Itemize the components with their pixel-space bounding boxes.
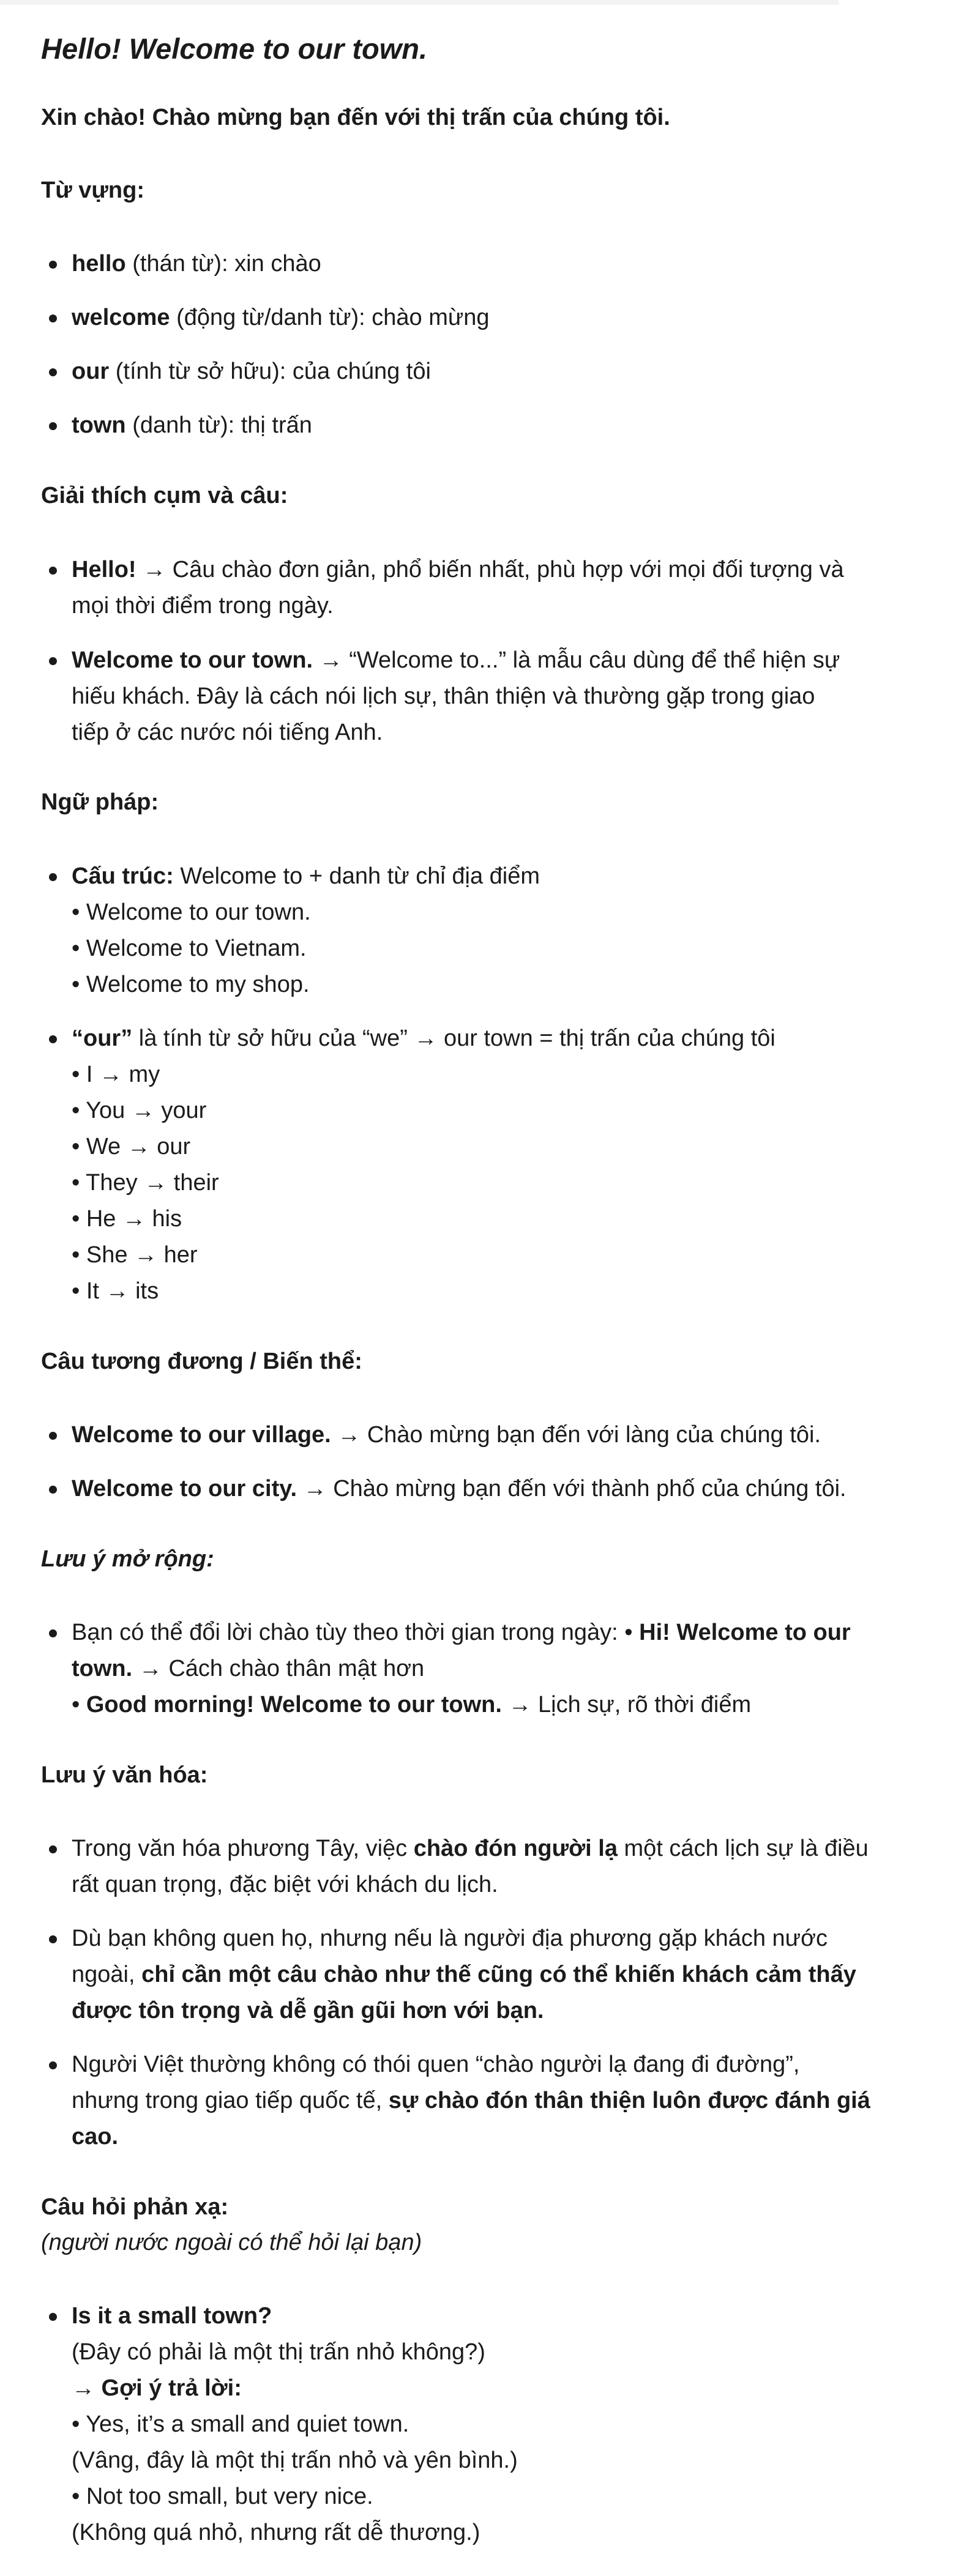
bullet-dot	[49, 1486, 57, 1494]
reflex-hint	[72, 2370, 925, 2407]
grammar-term: “our”	[72, 1026, 133, 1051]
possessive-item: • We → our	[72, 1134, 191, 1160]
reflex-question-vi: (Đây có phải là một thị trấn nhỏ không?)	[72, 2339, 485, 2365]
reflex-answer: (Không quá nhỏ, nhưng rất dễ thương.)	[72, 2520, 480, 2545]
reflex-item	[41, 2298, 925, 2334]
equivalent-term: Welcome to our village.	[72, 1422, 331, 1448]
extended-line	[72, 1687, 925, 1723]
bullet-dot	[49, 873, 57, 881]
culture-item	[41, 1831, 925, 1867]
bullet-dot	[49, 261, 57, 269]
explain-term: Welcome to our town.	[72, 647, 313, 673]
vocab-item	[41, 300, 925, 336]
bullet-dot	[49, 1845, 57, 1853]
extended-text: Bạn có thể đổi lời chào tùy theo thời gian trong ngày: •	[72, 1620, 640, 1645]
grammar-heading: Ngữ pháp:	[41, 789, 159, 815]
translation-line: Xin chào! Chào mừng bạn đến với thị trấn của chúng tôi.	[41, 105, 670, 130]
culture-text: Dù bạn không quen họ, nhưng nếu là người địa phương gặp khách nước	[72, 1926, 828, 1951]
reflex-hint-label: → Gợi ý trả lời:	[72, 2375, 242, 2401]
bullet-dot	[49, 657, 57, 665]
vocab-term: our	[72, 359, 110, 384]
culture-text: ngoài,	[72, 1962, 142, 1987]
culture-line	[72, 1957, 925, 1993]
possessive-item: • They → their	[72, 1170, 219, 1196]
explain-text: → Câu chào đơn giản, phổ biến nhất, phù hợp với mọi đối tượng và	[136, 557, 844, 583]
culture-emphasis: chào đón người lạ	[413, 1836, 618, 1861]
bullet-dot	[49, 368, 57, 376]
equivalents-heading: Câu tương đương / Biến thể:	[41, 1349, 362, 1374]
grammar-example: • Welcome to our town.	[72, 899, 311, 925]
vocab-item	[41, 408, 925, 444]
reflex-answer: • Not too small, but very nice.	[72, 2484, 373, 2509]
equivalent-item	[41, 1417, 925, 1453]
extended-term: Hi! Welcome to our	[639, 1620, 851, 1645]
culture-item	[41, 2047, 925, 2083]
bullet-dot	[49, 1935, 57, 1943]
bullet-dot	[49, 567, 57, 575]
bullet-dot	[49, 2313, 57, 2321]
reflex-answer: (Vâng, đây là một thị trấn nhỏ và yên bình.)	[72, 2448, 518, 2473]
extended-term: Good morning! Welcome to our town.	[86, 1692, 502, 1718]
equivalent-term: Welcome to our city.	[72, 1476, 297, 1502]
explain-item	[41, 642, 925, 679]
extended-term: town.	[72, 1656, 133, 1681]
grammar-text: Welcome to + danh từ chỉ địa điểm	[173, 863, 540, 889]
possessive-item: • You → your	[72, 1098, 207, 1123]
explain-text: → “Welcome to...” là mẫu câu dùng để thể hiện sự	[313, 647, 840, 673]
grammar-item	[41, 858, 925, 895]
extended-item	[41, 1615, 925, 1651]
explain-item	[41, 552, 925, 588]
culture-item	[41, 1921, 925, 1957]
reflex-heading: Câu hỏi phản xạ:	[41, 2194, 229, 2220]
bullet-dot	[49, 315, 57, 322]
equivalent-desc: → Chào mừng bạn đến với thành phố của chúng tôi.	[297, 1476, 846, 1502]
vocab-term: town	[72, 412, 126, 438]
culture-emphasis: chỉ cần một câu chào như thế cũng có thể khiến khách cảm thấy	[141, 1962, 856, 1987]
culture-emphasis: sự chào đón thân thiện luôn được đánh giá	[388, 2088, 870, 2113]
culture-text: Trong văn hóa phương Tây, việc	[72, 1836, 414, 1861]
vocab-term: welcome	[72, 305, 170, 330]
culture-heading: Lưu ý văn hóa:	[41, 1762, 208, 1788]
equivalent-item	[41, 1471, 925, 1507]
extended-line	[72, 1651, 925, 1687]
grammar-example: • Welcome to my shop.	[72, 972, 310, 997]
top-strip	[0, 0, 839, 5]
equivalent-desc: → Chào mừng bạn đến với làng của chúng tôi.	[331, 1422, 821, 1448]
vocab-item	[41, 354, 925, 390]
vocab-term: hello	[72, 251, 126, 277]
bullet-dot	[49, 2061, 57, 2069]
vocab-desc: (động từ/danh từ): chào mừng	[170, 305, 490, 330]
extended-text: → Lịch sự, rõ thời điểm	[501, 1692, 752, 1718]
culture-text: một cách lịch sự là điều	[617, 1836, 869, 1861]
possessive-item: • I → my	[72, 1062, 160, 1087]
page-title: Hello! Welcome to our town.	[41, 32, 428, 65]
grammar-term: Cấu trúc:	[72, 863, 174, 889]
culture-line: rất quan trọng, đặc biệt với khách du lịch.	[72, 1872, 498, 1897]
extended-heading: Lưu ý mở rộng:	[41, 1546, 214, 1572]
extended-text: → Cách chào thân mật hơn	[132, 1656, 425, 1681]
explain-text: hiếu khách. Đây là cách nói lịch sự, thân thiện và thường gặp trong giao	[72, 683, 815, 709]
vocab-heading: Từ vựng:	[41, 177, 145, 203]
reflex-note: (người nước ngoài có thể hỏi lại bạn)	[41, 2230, 422, 2255]
vocab-item	[41, 246, 925, 282]
explain-text: tiếp ở các nước nói tiếng Anh.	[72, 720, 383, 745]
explain-text: mọi thời điểm trong ngày.	[72, 593, 334, 619]
bullet-dot	[49, 1035, 57, 1043]
explain-heading: Giải thích cụm và câu:	[41, 483, 288, 508]
culture-emphasis: được tôn trọng và dễ gần gũi hơn với bạn.	[72, 1998, 544, 2023]
explain-term: Hello!	[72, 557, 136, 583]
grammar-example: • Welcome to Vietnam.	[72, 936, 307, 961]
vocab-desc: (thán từ): xin chào	[125, 251, 321, 277]
extended-text: •	[72, 1692, 86, 1718]
grammar-text: là tính từ sở hữu của “we” → our town = thị trấn của chúng tôi	[132, 1026, 775, 1051]
culture-line	[72, 2119, 925, 2155]
culture-emphasis: cao.	[72, 2124, 119, 2150]
possessive-item: • She → her	[72, 1242, 198, 1268]
culture-line	[72, 2083, 925, 2119]
grammar-item	[41, 1021, 925, 1057]
culture-text: Người Việt thường không có thói quen “chào người lạ đang đi đường”,	[72, 2052, 800, 2077]
bullet-dot	[49, 1432, 57, 1440]
reflex-question: Is it a small town?	[72, 2303, 272, 2329]
culture-text: nhưng trong giao tiếp quốc tế,	[72, 2088, 389, 2113]
bullet-dot	[49, 422, 57, 430]
possessive-item: • He → his	[72, 1206, 182, 1232]
bullet-dot	[49, 1629, 57, 1637]
reflex-answer: • Yes, it’s a small and quiet town.	[72, 2411, 409, 2437]
possessive-item: • It → its	[72, 1278, 159, 1304]
vocab-desc: (danh từ): thị trấn	[125, 412, 312, 438]
culture-line	[72, 1993, 925, 2029]
vocab-desc: (tính từ sở hữu): của chúng tôi	[109, 359, 431, 384]
